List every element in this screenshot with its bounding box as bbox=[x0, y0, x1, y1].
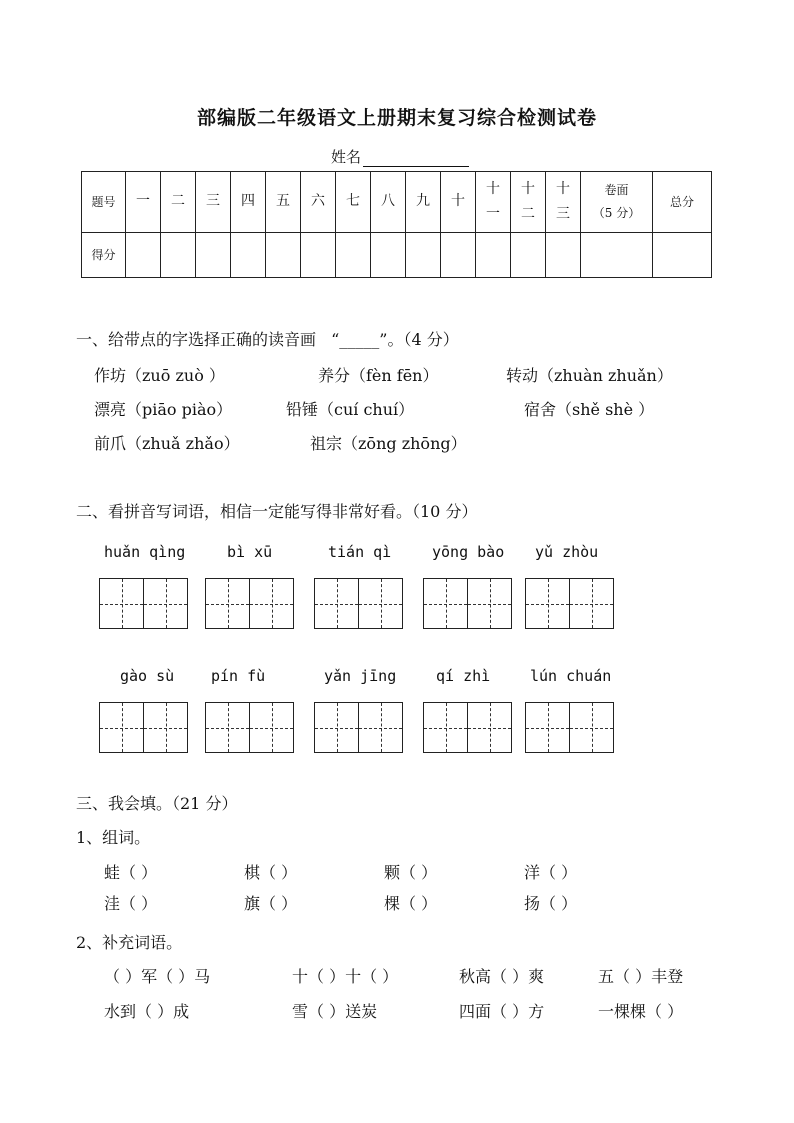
pinyin-label: qí zhì bbox=[436, 667, 491, 685]
zuci-item[interactable]: 旗（ ） bbox=[244, 894, 298, 913]
zuci-item[interactable]: 洼（ ） bbox=[104, 894, 158, 913]
col-header: 四 bbox=[231, 172, 266, 233]
zuci-item[interactable]: 扬（ ） bbox=[524, 894, 578, 913]
total-header-cell: 总分 bbox=[653, 172, 712, 233]
paper-label: 卷面 bbox=[604, 183, 629, 198]
buchong-item[interactable]: 四面（ ）方 bbox=[459, 1002, 545, 1021]
col-header: 三 bbox=[196, 172, 231, 233]
col-header: 一 bbox=[126, 172, 161, 233]
score-cell[interactable] bbox=[511, 233, 546, 278]
writing-grid[interactable] bbox=[99, 702, 188, 753]
section1-item: 作坊（zuō zuò ） bbox=[94, 366, 225, 385]
section1-heading: 一、给带点的字选择正确的读音画 “_____”。（4 分） bbox=[76, 330, 459, 349]
score-cell[interactable] bbox=[126, 233, 161, 278]
zuci-item[interactable]: 棋（ ） bbox=[244, 863, 298, 882]
writing-grid[interactable] bbox=[205, 702, 294, 753]
score-table-header-row bbox=[82, 172, 712, 233]
col-header: 五 bbox=[266, 172, 301, 233]
score-cell[interactable] bbox=[476, 233, 511, 278]
pinyin-label: lún chuán bbox=[530, 667, 612, 685]
section1-item: 前爪（zhuǎ zhǎo） bbox=[94, 434, 240, 453]
score-cell[interactable] bbox=[546, 233, 581, 278]
score-cell[interactable] bbox=[231, 233, 266, 278]
buchong-item[interactable]: 水到（ ）成 bbox=[104, 1002, 190, 1021]
score-cell[interactable] bbox=[196, 233, 231, 278]
score-cell[interactable] bbox=[371, 233, 406, 278]
zuci-item[interactable]: 棵（ ） bbox=[384, 894, 438, 913]
pinyin-label: yōng bào bbox=[432, 543, 505, 561]
name-field[interactable] bbox=[331, 146, 469, 167]
name-label: 姓名 bbox=[331, 148, 362, 166]
buchong-item[interactable]: 秋高（ ）爽 bbox=[459, 967, 545, 986]
score-cell[interactable] bbox=[406, 233, 441, 278]
pinyin-label: yǎn jīng bbox=[324, 667, 397, 685]
col-header: 八 bbox=[371, 172, 406, 233]
paper-header-cell bbox=[581, 172, 653, 233]
name-underline[interactable] bbox=[363, 150, 469, 167]
writing-grid[interactable] bbox=[314, 578, 403, 629]
section3-sub2: 2、补充词语。 bbox=[76, 933, 183, 952]
writing-grid[interactable] bbox=[314, 702, 403, 753]
section1-item: 宿舍（shě shè ） bbox=[524, 400, 655, 419]
col-header: 九 bbox=[406, 172, 441, 233]
header-label-cell: 题号 bbox=[82, 172, 126, 233]
pinyin-label: pín fù bbox=[211, 667, 266, 685]
score-cell[interactable] bbox=[441, 233, 476, 278]
section1-item: 漂亮（piāo piào） bbox=[94, 400, 233, 419]
buchong-item[interactable]: 五（ ）丰登 bbox=[598, 967, 684, 986]
col-header: 十 bbox=[441, 172, 476, 233]
writing-grid[interactable] bbox=[423, 578, 512, 629]
col-header: 十三 bbox=[546, 172, 581, 233]
score-cell[interactable] bbox=[301, 233, 336, 278]
section1-item: 养分（fèn fēn） bbox=[318, 366, 439, 385]
score-cell[interactable] bbox=[653, 233, 712, 278]
section1-item: 祖宗（zōng zhōng） bbox=[310, 434, 467, 453]
col-header: 六 bbox=[301, 172, 336, 233]
pinyin-label: tián qì bbox=[328, 543, 392, 561]
writing-grid[interactable] bbox=[525, 702, 614, 753]
section1-item: 转动（zhuàn zhuǎn） bbox=[506, 366, 673, 385]
writing-grid[interactable] bbox=[423, 702, 512, 753]
col-header: 二 bbox=[161, 172, 196, 233]
buchong-item[interactable]: 十（ ）十（ ） bbox=[292, 967, 399, 986]
zuci-item[interactable]: 颗（ ） bbox=[384, 863, 438, 882]
score-table bbox=[81, 171, 712, 278]
section2-heading: 二、看拼音写词语，相信一定能写得非常好看。（10 分） bbox=[76, 502, 478, 521]
score-cell[interactable] bbox=[581, 233, 653, 278]
writing-grid[interactable] bbox=[205, 578, 294, 629]
pinyin-label: yǔ zhòu bbox=[535, 543, 599, 561]
zuci-item[interactable]: 蛙（ ） bbox=[104, 863, 158, 882]
writing-grid[interactable] bbox=[99, 578, 188, 629]
zuci-item[interactable]: 洋（ ） bbox=[524, 863, 578, 882]
writing-grid[interactable] bbox=[525, 578, 614, 629]
pinyin-label: huǎn qìng bbox=[104, 543, 186, 561]
score-table-score-row bbox=[82, 233, 712, 278]
paper-points: （5 分） bbox=[592, 206, 641, 220]
score-cell[interactable] bbox=[336, 233, 371, 278]
score-cell[interactable] bbox=[161, 233, 196, 278]
col-header: 十二 bbox=[511, 172, 546, 233]
section1-item: 铅锤（cuí chuí） bbox=[286, 400, 415, 419]
score-cell[interactable] bbox=[266, 233, 301, 278]
buchong-item[interactable]: 雪（ ）送炭 bbox=[292, 1002, 378, 1021]
underline-mark: “_____” bbox=[331, 330, 388, 349]
buchong-item[interactable]: 一棵棵（ ） bbox=[598, 1002, 684, 1021]
col-header: 十一 bbox=[476, 172, 511, 233]
score-label-cell: 得分 bbox=[82, 233, 126, 278]
pinyin-label: bì xū bbox=[227, 543, 273, 561]
section3-sub1: 1、组词。 bbox=[76, 828, 151, 847]
col-header: 七 bbox=[336, 172, 371, 233]
buchong-item[interactable]: （ ）军（ ）马 bbox=[104, 967, 211, 986]
page-title: 部编版二年级语文上册期末复习综合检测试卷 bbox=[196, 107, 597, 129]
pinyin-label: gào sù bbox=[120, 667, 175, 685]
section3-heading: 三、我会填。（21 分） bbox=[76, 794, 238, 813]
